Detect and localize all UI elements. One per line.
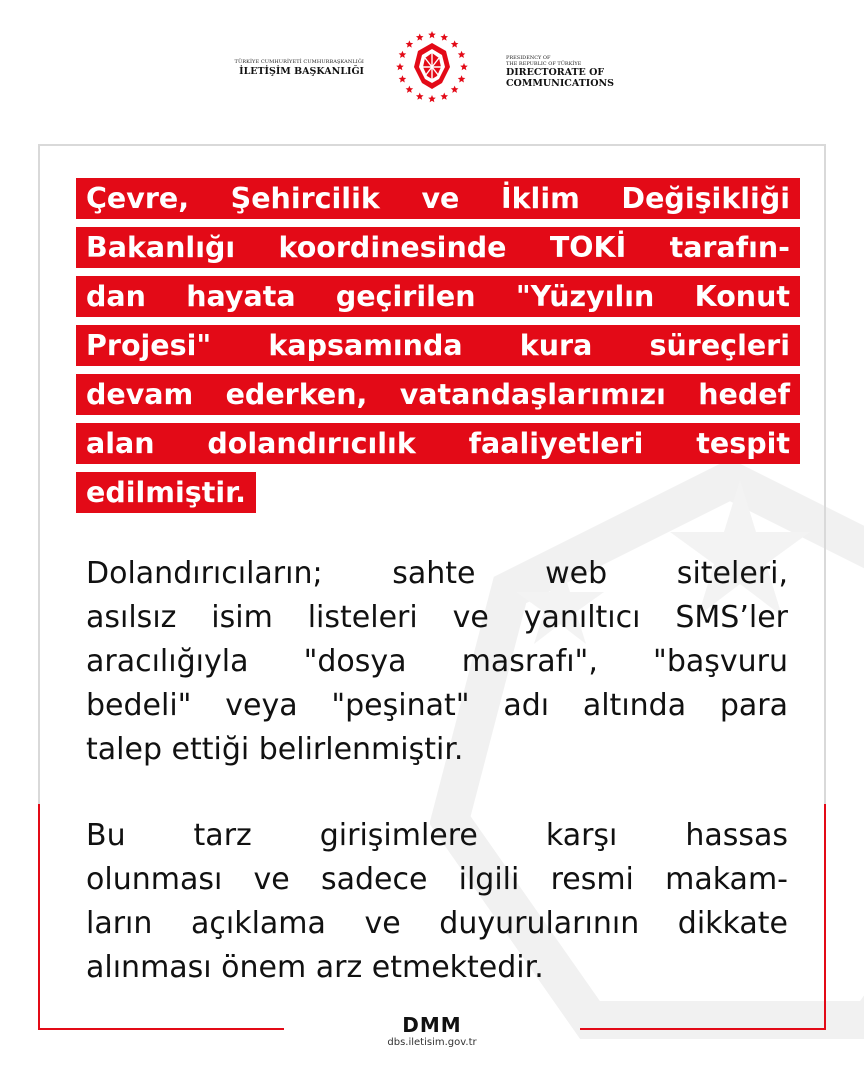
frame-right-accent	[824, 804, 826, 1030]
brand-english-subtitle-1: PRESIDENCY OF	[506, 55, 551, 61]
brand-turkish	[235, 59, 364, 77]
header	[0, 0, 864, 140]
paragraph-line: talep ettiği belirlenmiştir.	[86, 732, 464, 767]
footer-url: dbs.iletisim.gov.tr	[387, 1037, 477, 1048]
paragraph-line: alınması önem arz etmektedir.	[86, 950, 544, 985]
paragraph-line: aracılığıyla "dosya masrafı", "başvuru	[86, 644, 788, 679]
paragraph-line: ların açıklama ve duyurularının dikkate	[86, 906, 788, 941]
body-paragraph-1	[86, 552, 788, 772]
paragraph-line: Bu tarz girişimlere karşı hassas	[86, 818, 788, 853]
dmm-logo: DMM	[402, 1013, 462, 1037]
brand-english-title-2: COMMUNICATIONS	[506, 78, 615, 89]
presidential-emblem-icon	[394, 23, 470, 113]
paragraph-line: asılsız isim listeleri ve yanıltıcı SMS’ler	[86, 600, 788, 635]
frame-left-border	[38, 144, 40, 804]
highlight-line: Çevre, Şehircilik ve İklim Değişikliği	[76, 178, 800, 219]
footer	[372, 1014, 492, 1050]
brand-english-title-1: DIRECTORATE OF	[506, 67, 605, 78]
frame-bottom-right-accent	[580, 1028, 826, 1030]
frame-right-border	[824, 144, 826, 804]
highlight-line: Projesi" kapsamında kura süreçleri	[76, 325, 800, 366]
highlight-line: edilmiştir.	[76, 472, 256, 513]
frame-left-accent	[38, 804, 40, 1030]
body-paragraph-2	[86, 814, 788, 990]
brand-turkish-subtitle: TÜRKİYE CUMHURİYETİ CUMHURBAŞKANLIĞI	[234, 59, 364, 65]
frame-bottom-left-accent	[38, 1028, 284, 1030]
frame-top-border	[38, 144, 826, 146]
highlighted-announcement	[76, 178, 800, 521]
brand-turkish-title: İLETİŞİM BAŞKANLIĞI	[239, 66, 364, 77]
highlight-line: devam ederken, vatandaşlarımızı hedef	[76, 374, 800, 415]
paragraph-line: bedeli" veya "peşinat" adı altında para	[86, 688, 788, 723]
brand-english-subtitle-2: THE REPUBLIC OF TÜRKİYE	[506, 61, 582, 67]
paragraph-line: olunması ve sadece ilgili resmi makam-	[86, 862, 788, 897]
highlight-line: dan hayata geçirilen "Yüzyılın Konut	[76, 276, 800, 317]
highlight-line: alan dolandırıcılık faaliyetleri tespit	[76, 423, 800, 464]
brand-english	[506, 55, 614, 89]
highlight-line: Bakanlığı koordinesinde TOKİ tarafın-	[76, 227, 800, 268]
paragraph-line: Dolandırıcıların; sahte web siteleri,	[86, 556, 788, 591]
